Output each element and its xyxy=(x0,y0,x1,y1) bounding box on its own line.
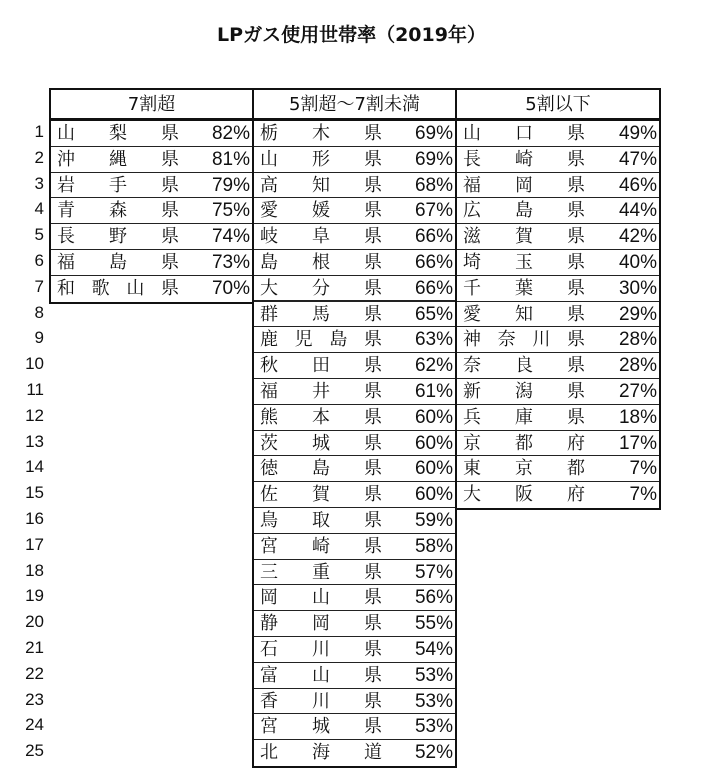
table-row xyxy=(51,147,252,173)
table-row xyxy=(457,224,659,250)
prefecture-name: 秋田県 xyxy=(260,355,382,377)
usage-rate: 75% xyxy=(211,200,250,222)
usage-rate: 60% xyxy=(414,432,453,454)
rank-number: 12 xyxy=(25,405,44,425)
prefecture-name: 石川県 xyxy=(260,638,382,660)
rank-number-column xyxy=(0,119,44,764)
table-row xyxy=(457,327,659,353)
prefecture-name: 徳島県 xyxy=(260,458,382,480)
prefecture-name: 島根県 xyxy=(260,251,382,273)
rank-number: 25 xyxy=(25,741,44,761)
usage-rate: 62% xyxy=(414,355,453,377)
table-row xyxy=(254,379,455,405)
page-title: LPガス使用世帯率（2019年） xyxy=(217,24,486,46)
column-over-70 xyxy=(49,88,254,304)
usage-rate: 60% xyxy=(414,458,453,480)
rank-number: 8 xyxy=(34,302,44,322)
table-row xyxy=(457,250,659,276)
usage-rate: 27% xyxy=(618,380,657,402)
usage-rate: 46% xyxy=(618,174,657,196)
usage-rate: 61% xyxy=(414,380,453,402)
usage-rate: 82% xyxy=(211,123,250,144)
usage-rate: 17% xyxy=(618,432,657,454)
table-row xyxy=(457,379,659,405)
prefecture-name: 愛媛県 xyxy=(260,200,382,222)
usage-rate: 55% xyxy=(414,613,453,635)
prefecture-name: 大阪府 xyxy=(463,484,585,506)
prefecture-name: 岐阜県 xyxy=(260,226,382,248)
table-row xyxy=(254,224,455,250)
prefecture-name: 鹿児島県 xyxy=(260,329,382,351)
prefecture-name: 長野県 xyxy=(57,226,179,248)
table-row xyxy=(254,431,455,457)
rank-number: 17 xyxy=(25,534,44,554)
usage-rate: 42% xyxy=(618,226,657,248)
usage-rate: 44% xyxy=(618,200,657,222)
rank-number: 23 xyxy=(25,689,44,709)
usage-rate: 7% xyxy=(629,484,657,506)
rank-number: 14 xyxy=(25,457,44,477)
rank-number: 11 xyxy=(26,379,44,399)
usage-rate: 54% xyxy=(414,638,453,660)
prefecture-name: 東京都 xyxy=(463,458,585,480)
rank-number: 15 xyxy=(25,483,44,503)
table-row xyxy=(254,250,455,276)
rank-number: 20 xyxy=(25,612,44,632)
prefecture-name: 山形県 xyxy=(260,148,382,170)
usage-rate: 66% xyxy=(414,251,453,273)
usage-rate: 60% xyxy=(414,406,453,428)
usage-rate: 63% xyxy=(414,329,453,351)
prefecture-name: 奈良県 xyxy=(463,355,585,377)
usage-rate: 58% xyxy=(414,535,453,557)
table-row xyxy=(51,198,252,224)
column-header: 5割以下 xyxy=(457,90,659,121)
prefecture-name: 青森県 xyxy=(57,200,179,222)
prefecture-name: 静岡県 xyxy=(260,613,382,635)
prefecture-name: 富山県 xyxy=(260,664,382,686)
rank-number: 18 xyxy=(25,560,44,580)
usage-rate: 47% xyxy=(618,148,657,170)
usage-rate: 57% xyxy=(414,561,453,583)
table-row xyxy=(254,302,455,328)
usage-rate: 29% xyxy=(618,303,657,325)
column-header: 5割超～7割未満 xyxy=(254,90,455,121)
usage-rate: 73% xyxy=(211,251,250,273)
rank-number: 9 xyxy=(34,328,44,348)
usage-rate: 52% xyxy=(414,742,453,764)
usage-rate: 28% xyxy=(618,355,657,377)
usage-rate: 53% xyxy=(414,716,453,738)
prefecture-name: 岩手県 xyxy=(57,174,179,196)
table-row xyxy=(254,740,455,766)
prefecture-name: 福井県 xyxy=(260,380,382,402)
rank-number: 21 xyxy=(25,637,44,657)
usage-rate: 53% xyxy=(414,664,453,686)
rank-number: 5 xyxy=(34,225,44,245)
table-row xyxy=(457,405,659,431)
prefecture-name: 山口県 xyxy=(463,123,585,144)
usage-rate: 68% xyxy=(414,174,453,196)
usage-rate: 28% xyxy=(618,329,657,351)
rank-number: 6 xyxy=(34,250,44,270)
usage-rate: 60% xyxy=(414,484,453,506)
rank-number: 1 xyxy=(34,122,44,141)
prefecture-name: 沖縄県 xyxy=(57,148,179,170)
usage-rate: 67% xyxy=(414,200,453,222)
rank-number: 22 xyxy=(25,663,44,683)
table-row xyxy=(254,198,455,224)
prefecture-name: 千葉県 xyxy=(463,277,585,299)
prefecture-name: 滋賀県 xyxy=(463,226,585,248)
table-row xyxy=(457,482,659,508)
prefecture-name: 神奈川県 xyxy=(463,329,585,351)
table-row xyxy=(254,534,455,560)
prefecture-name: 香川県 xyxy=(260,690,382,712)
usage-rate: 18% xyxy=(618,406,657,428)
usage-rate: 30% xyxy=(618,277,657,299)
table-row xyxy=(254,173,455,199)
usage-rate: 56% xyxy=(414,587,453,609)
usage-rate: 40% xyxy=(618,251,657,273)
prefecture-name: 山梨県 xyxy=(57,123,179,144)
prefecture-name: 福島県 xyxy=(57,251,179,273)
prefecture-name: 埼玉県 xyxy=(463,251,585,273)
table-row xyxy=(254,508,455,534)
rank-number: 4 xyxy=(34,199,44,219)
table-row xyxy=(457,173,659,199)
table-row xyxy=(457,147,659,173)
prefecture-name: 鳥取県 xyxy=(260,509,382,531)
rank-number: 24 xyxy=(25,715,44,735)
table-row xyxy=(254,456,455,482)
usage-rate: 81% xyxy=(211,148,250,170)
prefecture-name: 佐賀県 xyxy=(260,484,382,506)
usage-rate: 70% xyxy=(211,277,250,299)
column-50-to-70 xyxy=(252,88,457,768)
usage-rate: 65% xyxy=(414,303,453,325)
prefecture-name: 高知県 xyxy=(260,174,382,196)
prefecture-name: 群馬県 xyxy=(260,303,382,325)
table-row xyxy=(457,276,659,302)
prefecture-name: 兵庫県 xyxy=(463,406,585,428)
prefecture-name: 京都府 xyxy=(463,432,585,454)
prefecture-name: 岡山県 xyxy=(260,587,382,609)
prefecture-name: 北海道 xyxy=(260,742,382,764)
usage-rate: 59% xyxy=(414,509,453,531)
usage-rate: 66% xyxy=(414,226,453,248)
prefecture-name: 宮城県 xyxy=(260,716,382,738)
table-row xyxy=(51,173,252,199)
usage-rate: 74% xyxy=(211,226,250,248)
table-row xyxy=(254,276,455,302)
rank-number: 16 xyxy=(25,508,44,528)
prefecture-name: 愛知県 xyxy=(463,303,585,325)
usage-rate: 69% xyxy=(414,123,453,144)
table-row xyxy=(457,198,659,224)
usage-rate: 66% xyxy=(414,277,453,299)
prefecture-name: 茨城県 xyxy=(260,432,382,454)
rank-number: 3 xyxy=(34,173,44,193)
table-row xyxy=(254,611,455,637)
table-row xyxy=(254,482,455,508)
usage-rate: 79% xyxy=(211,174,250,196)
table-row xyxy=(254,353,455,379)
prefecture-name: 熊本県 xyxy=(260,406,382,428)
usage-rate: 49% xyxy=(618,123,657,144)
prefecture-name: 和歌山県 xyxy=(57,277,179,299)
rank-number: 7 xyxy=(34,276,44,296)
table-row xyxy=(457,121,659,147)
table-row xyxy=(457,302,659,328)
prefecture-name: 長崎県 xyxy=(463,148,585,170)
prefecture-name: 栃木県 xyxy=(260,123,382,144)
rank-number: 13 xyxy=(25,431,44,451)
table-row xyxy=(457,456,659,482)
table-row xyxy=(254,689,455,715)
table-row xyxy=(457,353,659,379)
table-row xyxy=(254,560,455,586)
table-row xyxy=(51,224,252,250)
table-row xyxy=(254,637,455,663)
table-row xyxy=(254,663,455,689)
table-row xyxy=(254,121,455,147)
prefecture-name: 広島県 xyxy=(463,200,585,222)
column-under-50 xyxy=(455,88,661,510)
rank-number: 19 xyxy=(25,586,44,606)
table-row xyxy=(254,585,455,611)
prefecture-name: 福岡県 xyxy=(463,174,585,196)
prefecture-name: 三重県 xyxy=(260,561,382,583)
table-row xyxy=(457,431,659,457)
usage-rate: 53% xyxy=(414,690,453,712)
column-header: 7割超 xyxy=(51,90,252,121)
table-row xyxy=(51,121,252,147)
table-row xyxy=(254,147,455,173)
usage-rate: 69% xyxy=(414,148,453,170)
prefecture-name: 大分県 xyxy=(260,277,382,299)
rank-number: 2 xyxy=(34,147,44,167)
prefecture-name: 宮崎県 xyxy=(260,535,382,557)
prefecture-name: 新潟県 xyxy=(463,380,585,402)
table-row xyxy=(254,714,455,740)
table-row xyxy=(51,250,252,276)
table-row xyxy=(254,405,455,431)
table-row xyxy=(51,276,252,302)
table-row xyxy=(254,327,455,353)
rank-number: 10 xyxy=(25,354,44,374)
usage-rate: 7% xyxy=(629,458,657,480)
